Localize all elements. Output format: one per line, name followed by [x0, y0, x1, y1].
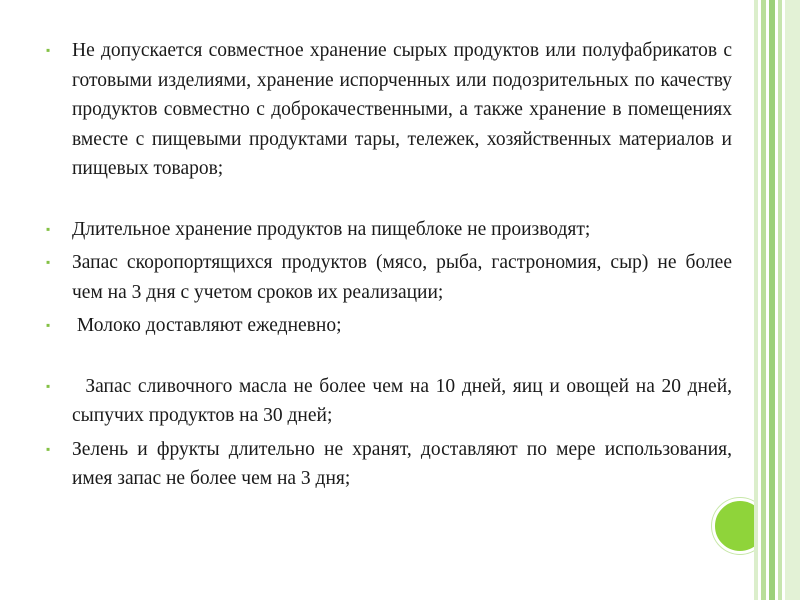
list-item-text: Зелень и фрукты длительно не хранят, доставляют по мере использования, имея запас не более чем на 3 дня;	[72, 438, 732, 489]
list-item	[46, 248, 732, 307]
list-item	[46, 435, 732, 494]
bullet-icon: ▪	[46, 43, 51, 57]
bullet-icon: ▪	[46, 378, 51, 393]
list-item-text: Длительное хранение продуктов на пищеблоке не производят;	[72, 218, 591, 240]
bullet-icon: ▪	[46, 441, 51, 456]
bullet-list	[46, 36, 737, 494]
list-item	[46, 311, 732, 341]
list-item-text: Запас скоропортящихся продуктов (мясо, рыба, гастрономия, сыр) не более чем на 3 дня с учетом сроков их реализации;	[72, 252, 732, 303]
bullet-icon: ▪	[46, 318, 51, 332]
bullet-icon: ▪	[46, 221, 51, 236]
bullet-icon: ▪	[46, 255, 51, 269]
list-item-text: Молоко доставляют ежедневно;	[72, 315, 342, 336]
list-item	[46, 372, 737, 431]
list-item	[46, 36, 732, 184]
list-item-text: Запас сливочного масла не более чем на 10 дней, яиц и овощей на 20 дней, сыпучих продуктов на 30 дней;	[72, 375, 737, 426]
list-item	[46, 215, 732, 245]
decorative-stripes	[754, 0, 800, 600]
list-item-text: Не допускается совместное хранение сырых продуктов или полуфабрикатов с готовыми изделиями, хранение испорченных или подозрительных по качеству продуктов совместно с доброкачественными, а также хранение в помещениях вместе с пищевыми продуктами тары, тележек, хозяйственных материалов и пищевых товаров;	[72, 40, 732, 179]
